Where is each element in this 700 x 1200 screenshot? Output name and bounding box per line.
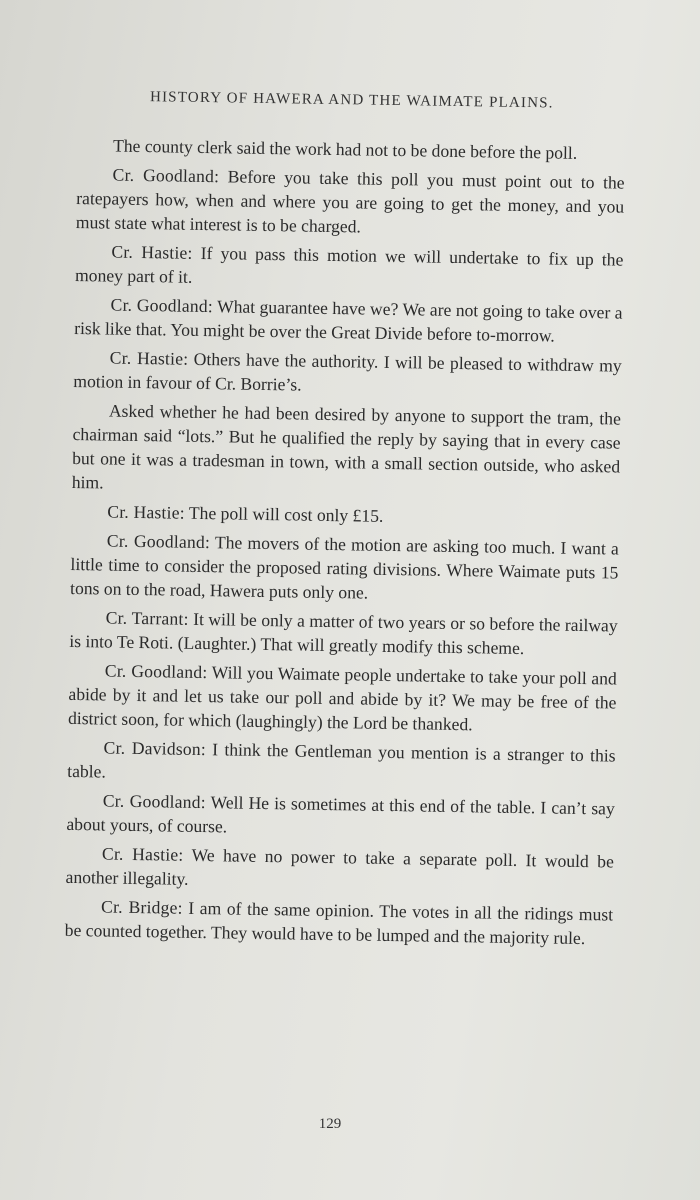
running-head: HISTORY OF HAWERA AND THE WAIMATE PLAINS. <box>149 89 554 112</box>
paragraph <box>65 894 614 951</box>
speaker-label: Cr. Tarrant: <box>105 607 189 629</box>
paragraph-text: What guarantee have we? We are not going to take over a risk like that. You might be over the Great Divide before to-morrow. <box>74 296 623 346</box>
paragraph <box>67 735 616 792</box>
paragraph <box>70 528 619 609</box>
speaker-label: Cr. Hastie: <box>111 241 193 263</box>
paragraph-text: We have no power to take a separate poll. It would be another illegality. <box>65 844 615 889</box>
paragraph-text: Will you Waimate people undertake to take your poll and abide by it and let us take our poll and abide by it? We may be free of the district soon, for which (laughingly) the Lord be thanked. <box>67 662 617 735</box>
page-number: 129 <box>318 1116 342 1132</box>
speaker-label: Cr. Davidson: <box>103 737 207 760</box>
paragraph <box>69 605 618 662</box>
paragraph <box>66 788 615 845</box>
speaker-label: Cr. Goodland: <box>110 294 214 317</box>
paragraph <box>76 162 625 243</box>
paragraph-text: The movers of the motion are asking too much. I want a little time to consider the proposed rating divisions. Where Waimate puts 15 tons on to the road, Hawera puts only one. <box>69 532 620 603</box>
paragraph <box>65 841 614 898</box>
speaker-label: Cr. Goodland: <box>106 530 211 553</box>
paragraph <box>73 345 622 402</box>
paragraph-text: The county clerk said the work had not to be done before the poll. <box>112 135 578 163</box>
paragraph-text: I think the Gentleman you mention is a stranger to this table. <box>67 739 616 782</box>
paragraph-text: It will be only a matter of two years or so before the railway is into Te Roti. (Laughter.) That will greatly modify this scheme. <box>69 608 618 659</box>
speaker-label: Cr. Goodland: <box>102 790 206 813</box>
paragraph-text: The poll will cost only £15. <box>188 502 384 526</box>
speaker-label: Cr. Bridge: <box>100 896 183 918</box>
paragraph-text: Others have the authority. I will be pleased to withdraw my motion in favour of Cr. Borrie’s. <box>73 348 622 395</box>
speaker-label: Cr. Goodland: <box>104 660 208 683</box>
paragraph <box>75 239 624 296</box>
paragraph-text: Asked whether he had been desired by anyone to support the tram, the chairman said “lots.” But he qualified the reply by saying that in every case but one it was a tradesman in town, with a small section outside, who asked him. <box>71 400 622 493</box>
paragraph <box>72 398 621 503</box>
speaker-label: Cr. Hastie: <box>107 501 185 523</box>
paragraph-text: Before you take this poll you must point out to the ratepayers how, when and where you are going to get the money, and you must state what interest is to be charged. <box>75 166 625 237</box>
speaker-label: Cr. Hastie: <box>101 843 184 865</box>
paragraph <box>77 133 625 166</box>
paragraph-text: If you pass this motion we will undertake to fix up the money part of it. <box>74 242 624 287</box>
paragraph <box>68 658 617 739</box>
speaker-label: Cr. Hastie: <box>109 347 189 369</box>
paragraph-text: I am of the same opinion. The votes in all the ridings must be counted together. They would have to be lumped and the majority rule. <box>64 897 614 949</box>
paragraph-text: Well He is sometimes at this end of the table. I can’t say about yours, of course. <box>66 792 615 837</box>
text-block <box>65 88 626 956</box>
paragraph <box>74 292 623 349</box>
speaker-label: Cr. Goodland: <box>112 164 220 187</box>
paragraph <box>71 499 619 532</box>
